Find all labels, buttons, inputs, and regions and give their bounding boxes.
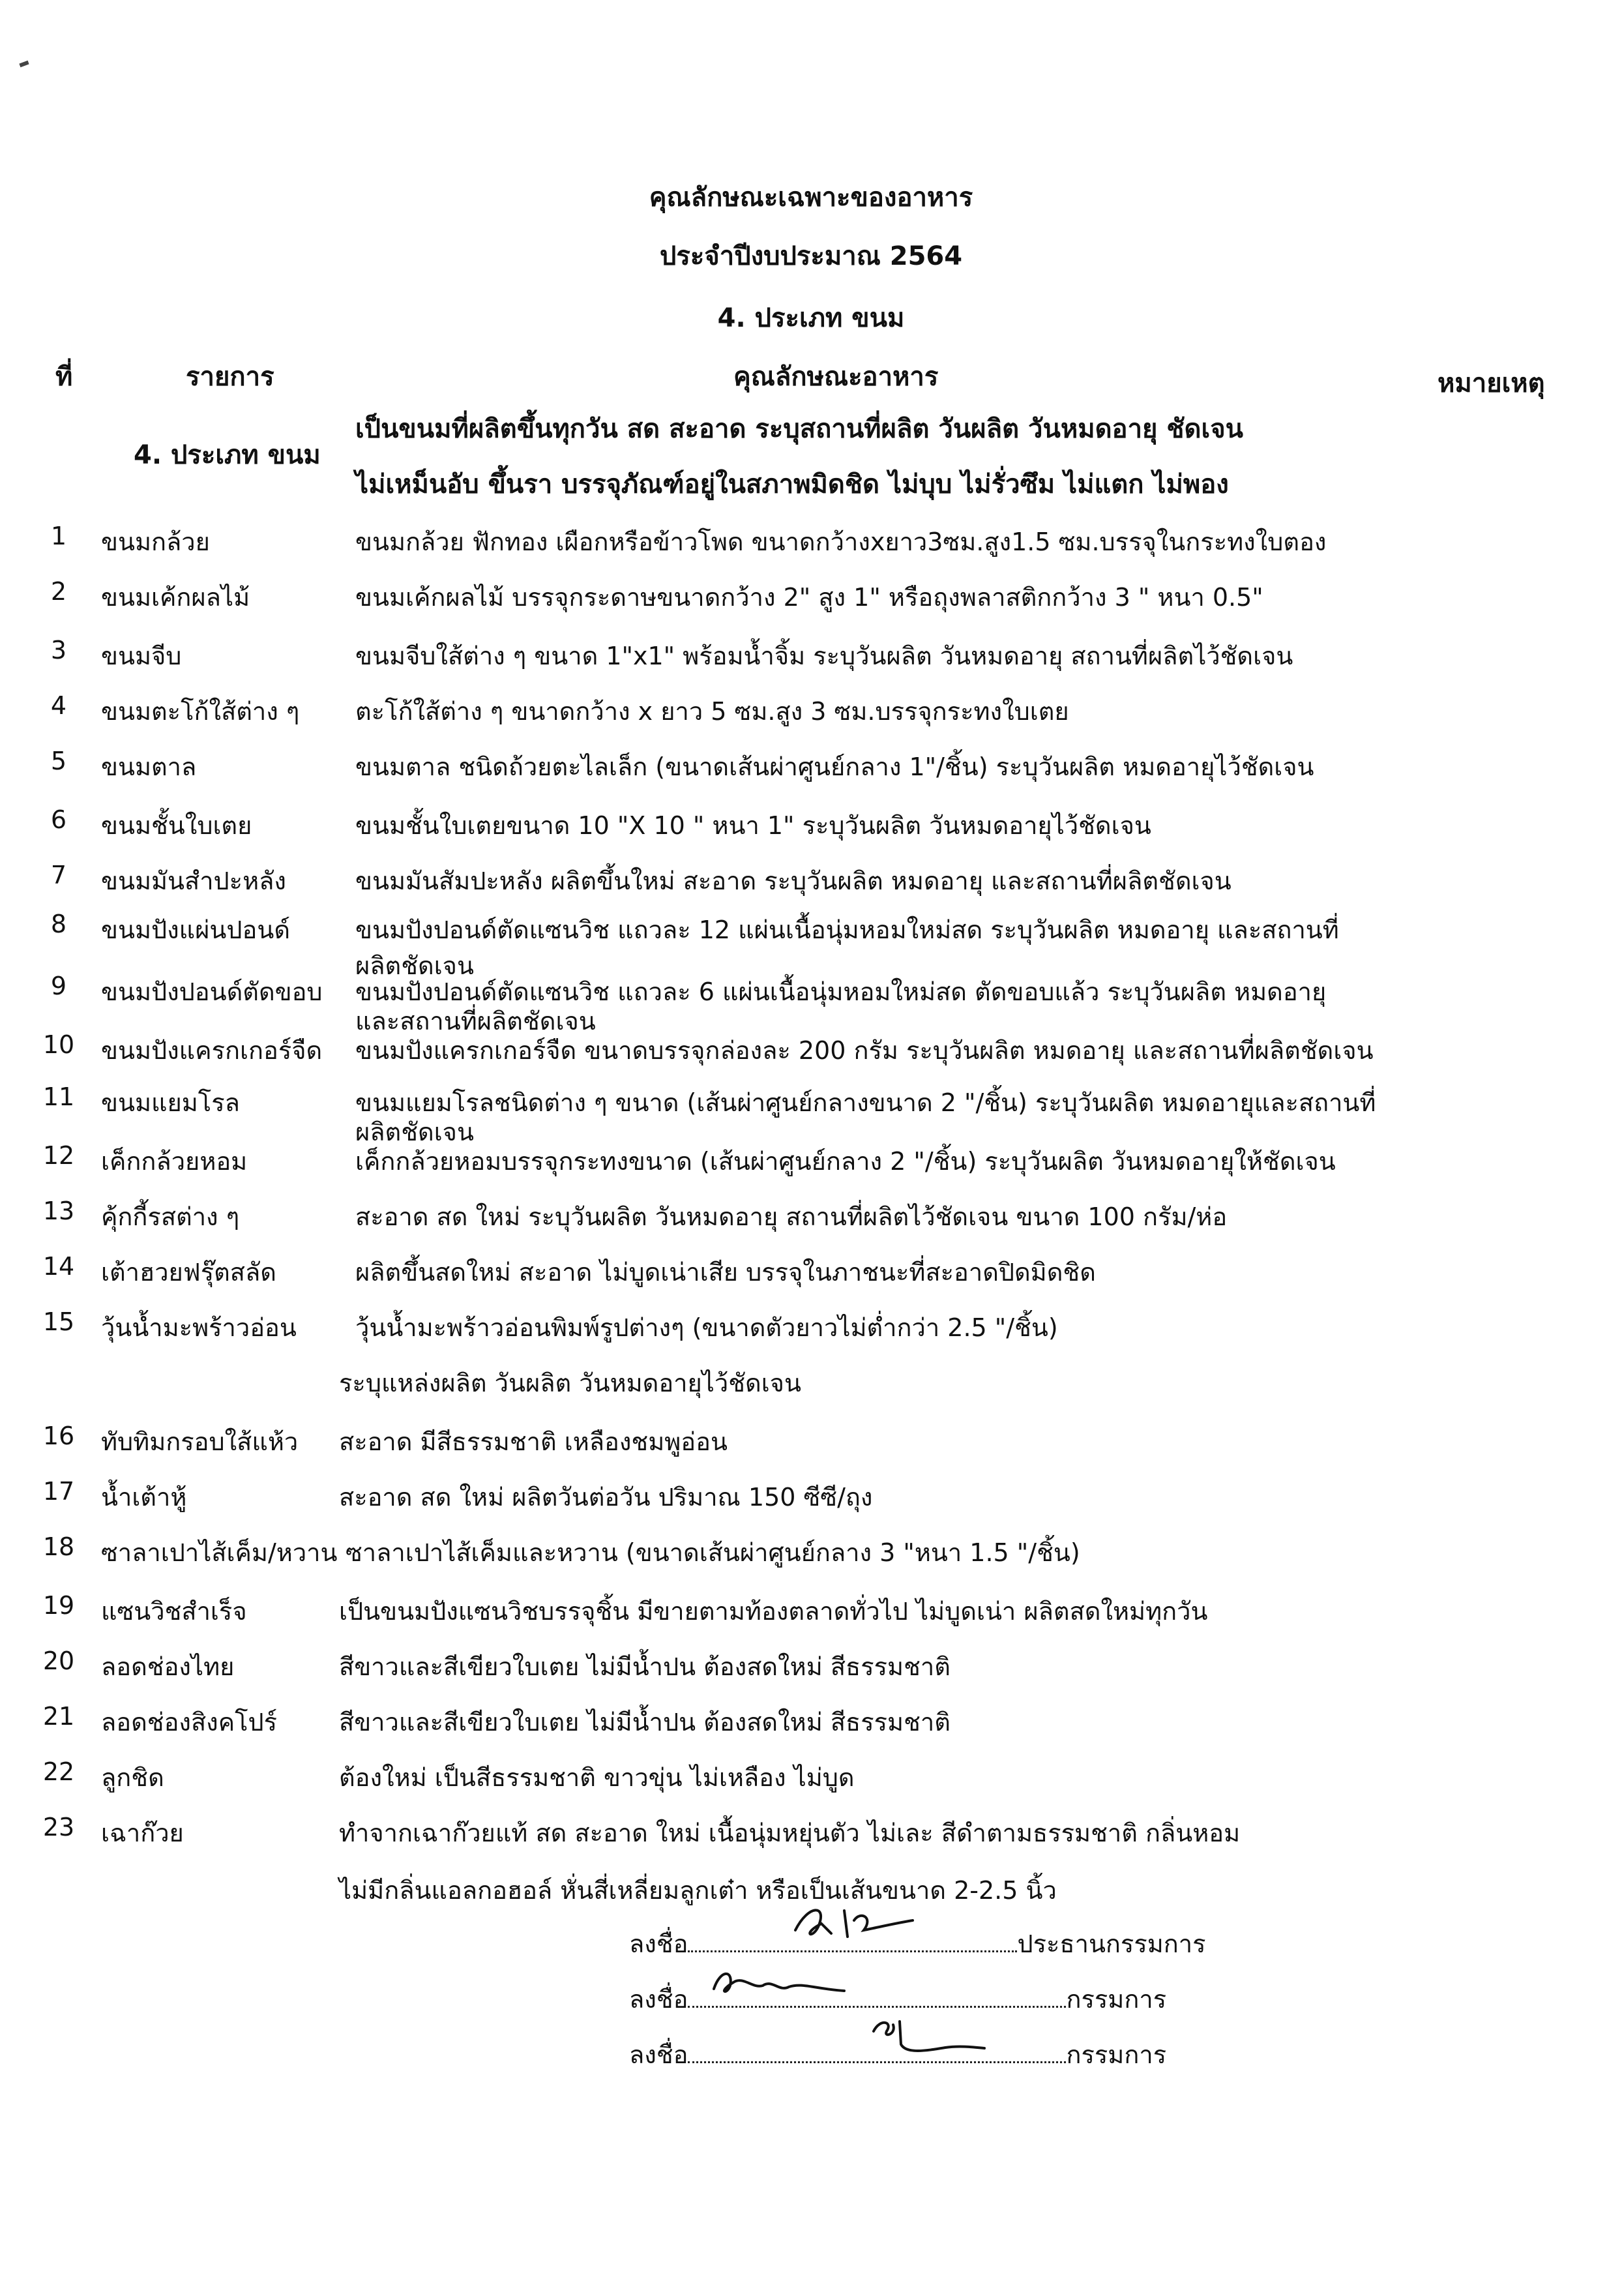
item-number: 11 [42, 1082, 75, 1111]
item-description: ขนมมันสัมปะหลัง ผลิตขึ้นใหม่ สะอาด ระบุวันผลิต หมดอายุ และสถานที่ผลิตชัดเจน [355, 867, 1231, 895]
item-name: แซนวิชสำเร็จ [101, 1597, 247, 1626]
item-description-continued: ผลิตชัดเจน [355, 951, 474, 980]
item-description: ขนมจีบใส้ต่าง ๆ ขนาด 1"x1" พร้อมน้ำจิ้ม ระบุวันผลิต วันหมดอายุ สถานที่ผลิตไว้ชัดเจน [355, 642, 1293, 670]
item-description: ขนมตาล ชนิดถ้วยตะไลเล็ก (ขนาดเส้นผ่าศูนย์กลาง 1"/ชิ้น) ระบุวันผลิต หมดอายุไว้ชัดเจน [355, 753, 1314, 781]
item-description: ต้องใหม่ เป็นสีธรรมชาติ ขาวขุ่น ไม่เหลือง ไม่บูด [339, 1763, 855, 1792]
item-number: 6 [50, 805, 67, 834]
item-number: 16 [42, 1422, 75, 1450]
item-number: 3 [50, 636, 67, 664]
item-name: ทับทิมกรอบใส้แห้ว [101, 1427, 299, 1456]
item-number: 19 [42, 1591, 75, 1620]
table-row [0, 1082, 1622, 1135]
table-row [0, 1591, 1622, 1643]
item-number: 5 [50, 747, 67, 775]
table-row [0, 1030, 1622, 1082]
item-description: ขนมปังปอนด์ตัดแซนวิช แถวละ 6 แผ่นเนื้อนุ่มหอมใหม่สด ตัดขอบแล้ว ระบุวันผลิต หมดอายุ [355, 977, 1327, 1006]
table-row [0, 805, 1622, 857]
item-name: ขนมปังปอนด์ตัดขอบ [101, 977, 323, 1006]
table-row [0, 1197, 1622, 1249]
item-name: น้ำเต้าหู้ [101, 1483, 187, 1512]
item-name: ขนมชั้นใบเตย [101, 811, 252, 840]
item-number: 20 [42, 1647, 75, 1675]
item-description-continued: และสถานที่ผลิตชัดเจน [355, 1007, 596, 1036]
table-row [0, 1141, 1622, 1193]
item-description: ผลิตขึ้นสดใหม่ สะอาด ไม่บูดเน่าเสีย บรรจุในภาชนะที่สะอาดปิดมิดชิด [355, 1258, 1096, 1287]
table-row [0, 910, 1622, 962]
item-description: ขนมเค้กผลไม้ บรรจุกระดาษขนาดกว้าง 2" สูง 1" หรือถุงพลาสติกกว้าง 3 " หนา 0.5" [355, 583, 1263, 612]
item-description: เป็นขนมปังแซนวิชบรรจุชิ้น มีขายตามท้องตลาดทั่วไป ไม่บูดเน่า ผลิตสดใหม่ทุกวัน [339, 1597, 1208, 1626]
signature-prefix: ลงชื่อ [629, 2040, 688, 2069]
item-name: ขนมปังแผ่นปอนด์ [101, 916, 291, 944]
item-description: สีขาวและสีเขียวใบเตย ไม่มีน้ำปน ต้องสดใหม่ สีธรรมชาติ [339, 1708, 951, 1737]
item-name: ขนมมันสำปะหลัง [101, 867, 286, 895]
intro-line-1: เป็นขนมที่ผลิตขึ้นทุกวัน สด สะอาด ระบุสถานที่ผลิต วันผลิต วันหมดอายุ ชัดเจน [355, 414, 1243, 444]
intro-line-2: ไม่เหม็นอับ ขึ้นรา บรรจุภัณฑ์อยู่ในสภาพมิดชิด ไม่บุบ ไม่รั่วซึม ไม่แตก ไม่พอง [355, 470, 1229, 499]
table-row [0, 1307, 1622, 1360]
item-number: 15 [42, 1307, 75, 1336]
scan-speck [19, 61, 29, 67]
item-number: 18 [42, 1532, 75, 1561]
signature-prefix: ลงชื่อ [629, 1930, 688, 1958]
item-description: เค็กกล้วยหอมบรรจุกระทงขนาด (เส้นผ่าศูนย์กลาง 2 "/ชิ้น) ระบุวันผลิต วันหมดอายุให้ชัดเจน [355, 1147, 1336, 1176]
item-description: ขนมปังแครกเกอร์จืด ขนาดบรรจุกล่องละ 200 กรัม ระบุวันผลิต หมดอายุ และสถานที่ผลิตชัดเจน [355, 1036, 1374, 1065]
item-number: 1 [50, 522, 67, 550]
item-description: ทำจากเฉาก๊วยแท้ สด สะอาด ใหม่ เนื้อนุ่มหยุ่นตัว ไม่เละ สีดำตามธรรมชาติ กลิ่นหอม [339, 1819, 1241, 1847]
header-no: ที่ [55, 362, 73, 392]
item-description-continued: ผลิตชัดเจน [355, 1118, 474, 1146]
item-number: 10 [42, 1030, 75, 1059]
item-name: ขนมตะโก้ใส้ต่าง ๆ [101, 697, 300, 726]
item-description-continued: ไม่มีกลิ่นแอลกอฮอล์ หั่นสี่เหลี่ยมลูกเต๋า หรือเป็นเส้นขนาด 2-2.5 นิ้ว [339, 1876, 1057, 1905]
table-row [0, 1422, 1622, 1474]
table-row [0, 691, 1622, 743]
item-name: วุ้นน้ำมะพร้าวอ่อน [101, 1313, 297, 1342]
header-note: หมายเหตุ [1438, 368, 1545, 398]
item-name: ขนมตาล [101, 753, 197, 781]
item-number: 13 [42, 1197, 75, 1225]
doc-category-title: 4. ประเภท ขนม [717, 303, 905, 333]
item-description: ขนมชั้นใบเตยขนาด 10 "X 10 " หนา 1" ระบุวันผลิต วันหมดอายุไว้ชัดเจน [355, 811, 1151, 840]
item-description: สีขาวและสีเขียวใบเตย ไม่มีน้ำปน ต้องสดใหม่ สีธรรมชาติ [339, 1652, 951, 1681]
item-name: เฉาก๊วย [101, 1819, 184, 1847]
table-row [0, 1757, 1622, 1810]
item-number: 23 [42, 1813, 75, 1841]
item-number: 2 [50, 577, 67, 606]
table-row [0, 577, 1622, 629]
handwritten-signature-2 [704, 1960, 861, 2005]
handwritten-signature-3 [861, 2012, 991, 2064]
item-name: ลูกชิด [101, 1763, 164, 1792]
table-row [0, 522, 1622, 574]
handwritten-signature-1 [782, 1898, 939, 1950]
item-name: ขนมแยมโรล [101, 1088, 240, 1117]
item-name: เต้าฮวยฟรุ๊ตสลัด [101, 1258, 276, 1287]
table-row [0, 1702, 1622, 1754]
item-description: ขนมแยมโรลชนิดต่าง ๆ ขนาด (เส้นผ่าศูนย์กลางขนาด 2 "/ชิ้น) ระบุวันผลิต หมดอายุและสถานที่ [355, 1088, 1376, 1117]
item-name: คุ้กกี้รสต่าง ๆ [101, 1202, 240, 1231]
signature-role: ประธานกรรมการ [1017, 1930, 1206, 1958]
signature-prefix: ลงชื่อ [629, 1985, 688, 2014]
item-name: ลอดช่องไทย [101, 1652, 235, 1681]
table-row [0, 1647, 1622, 1699]
item-description: สะอาด สด ใหม่ ผลิตวันต่อวัน ปริมาณ 150 ซีซี/ถุง [339, 1483, 873, 1512]
table-row [0, 1813, 1622, 1865]
table-row [0, 636, 1622, 688]
doc-subtitle: ประจำปีงบประมาณ 2564 [659, 241, 963, 271]
item-description: ขนมปังปอนด์ตัดแซนวิช แถวละ 12 แผ่นเนื้อนุ่มหอมใหม่สด ระบุวันผลิต หมดอายุ และสถานที่ [355, 916, 1339, 944]
item-description: สะอาด สด ใหม่ ระบุวันผลิต วันหมดอายุ สถานที่ผลิตไว้ชัดเจน ขนาด 100 กรัม/ห่อ [355, 1202, 1228, 1231]
table-row [0, 1532, 1622, 1585]
item-description: ขนมกล้วย ฟักทอง เผือกหรือข้าวโพด ขนาดกว้างxยาว3ซม.สูง1.5 ซม.บรรจุในกระทงใบตอง [355, 528, 1327, 556]
item-description: ซาลาเปาไส้เค็มและหวาน (ขนาดเส้นผ่าศูนย์กลาง 3 "หนา 1.5 "/ชิ้น) [346, 1538, 1080, 1567]
table-row [0, 1252, 1622, 1304]
item-name: ขนมจีบ [101, 642, 182, 670]
table-row [0, 1477, 1622, 1529]
item-number: 7 [50, 861, 67, 889]
item-description: ตะโก้ใส้ต่าง ๆ ขนาดกว้าง x ยาว 5 ซม.สูง 3 ซม.บรรจุกระทงใบเตย [355, 697, 1069, 726]
table-row [0, 972, 1622, 1024]
item-number: 14 [42, 1252, 75, 1281]
item-number: 8 [50, 910, 67, 938]
item-number: 21 [42, 1702, 75, 1731]
item-description: วุ้นน้ำมะพร้าวอ่อนพิมพ์รูปต่างๆ (ขนาดตัวยาวไม่ต่ำกว่า 2.5 "/ชิ้น) [355, 1313, 1058, 1342]
item-number: 17 [42, 1477, 75, 1506]
signature-role: กรรมการ [1066, 1985, 1167, 2014]
table-row [0, 747, 1622, 799]
item-number: 4 [50, 691, 67, 720]
header-spec: คุณลักษณะอาหาร [733, 362, 939, 392]
signature-role: กรรมการ [1066, 2040, 1167, 2069]
header-item: รายการ [186, 362, 274, 392]
item-name: ขนมกล้วย [101, 528, 210, 556]
item-description-continued: ระบุแหล่งผลิต วันผลิต วันหมดอายุไว้ชัดเจน [339, 1369, 801, 1397]
table-row [0, 861, 1622, 913]
item-name: ขนมปังแครกเกอร์จืด [101, 1036, 323, 1065]
item-name: ลอดช่องสิงคโปร์ [101, 1708, 278, 1737]
item-name: ขนมเค้กผลไม้ [101, 583, 250, 612]
doc-title: คุณลักษณะเฉพาะของอาหาร [649, 183, 973, 213]
item-number: 9 [50, 972, 67, 1000]
item-number: 22 [42, 1757, 75, 1786]
item-description: สะอาด มีสีธรรมชาติ เหลืองชมพูอ่อน [339, 1427, 728, 1456]
item-number: 12 [42, 1141, 75, 1170]
item-name: เค็กกล้วยหอม [101, 1147, 248, 1176]
category-label: 4. ประเภท ขนม [134, 440, 321, 470]
item-name: ซาลาเปาไส้เค็ม/หวาน [101, 1538, 338, 1567]
